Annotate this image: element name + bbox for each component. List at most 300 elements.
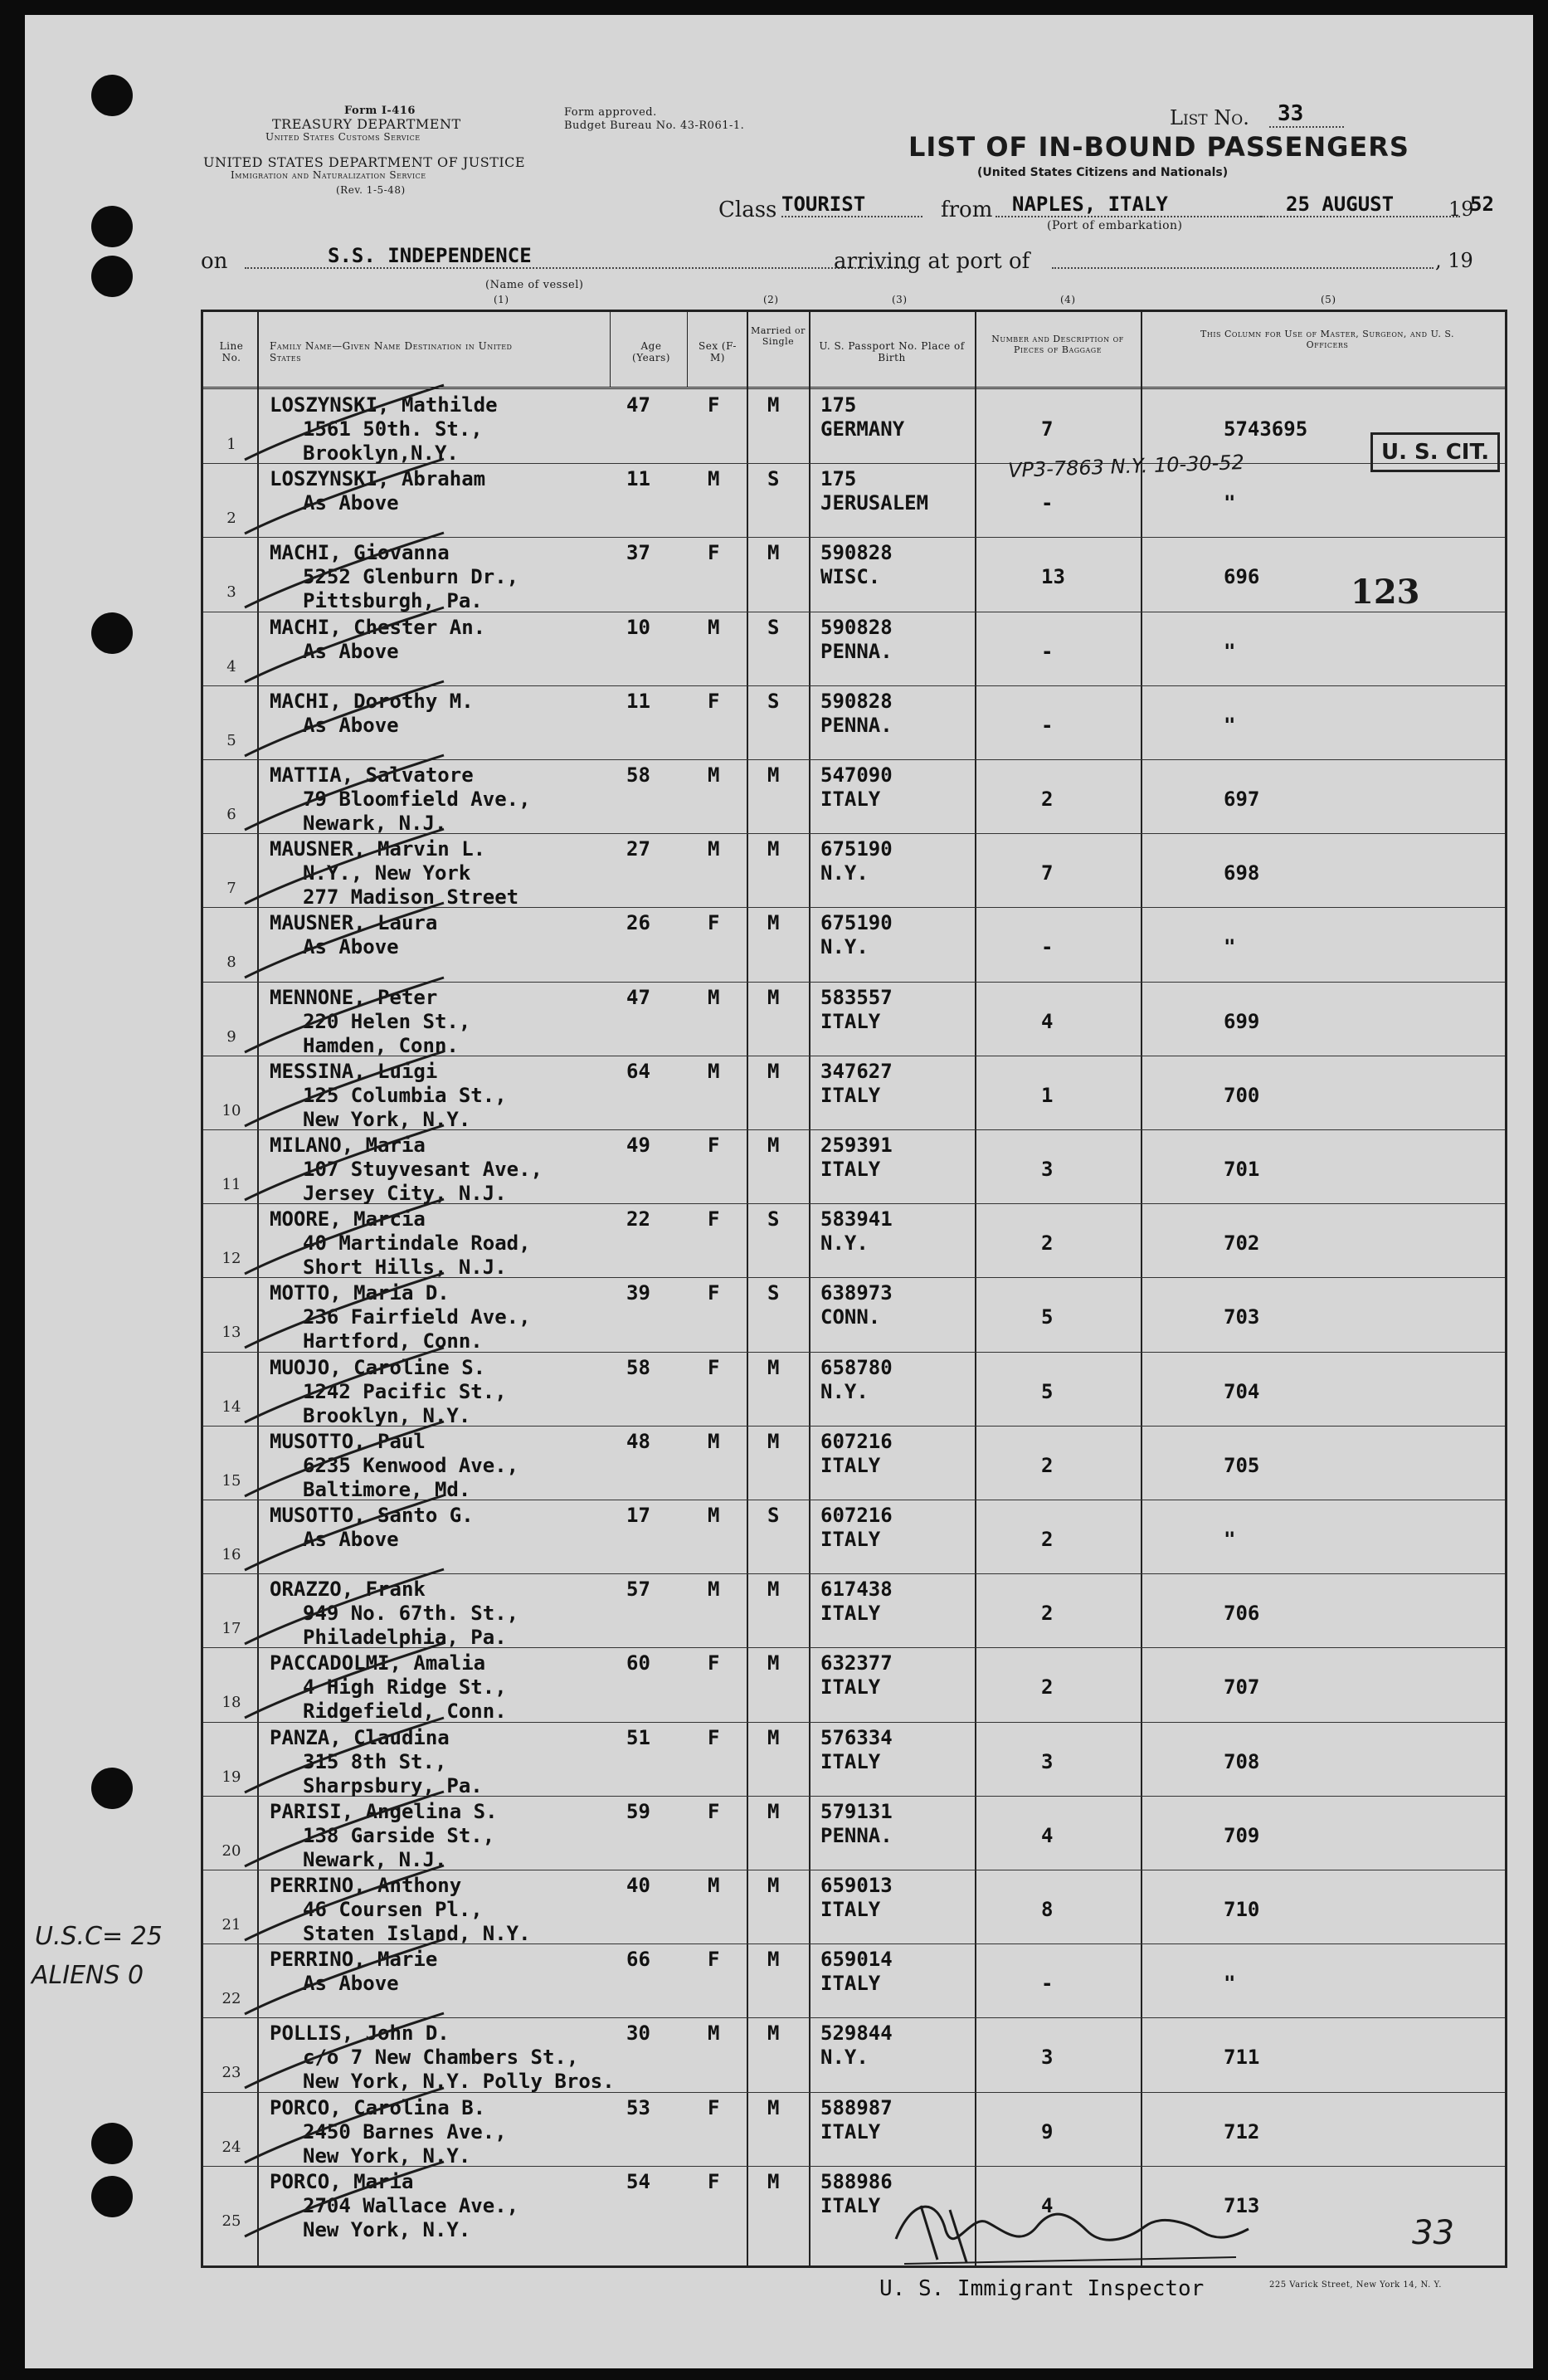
line-number: 20 [221,1841,241,1860]
passport-number: 579131 [820,1799,893,1823]
place-of-birth: ITALY [820,2119,881,2143]
table-row [203,612,1505,686]
marital-status: M [767,2169,780,2193]
passenger-city: Staten Island, N.Y. [303,1922,531,1945]
marital-status: M [767,763,780,787]
marital-status: S [767,467,780,491]
passenger-name: PACCADOLMI, Amalia [270,1651,486,1675]
age-value: 54 [626,2169,650,2193]
officer-column-value: " [1224,1528,1236,1551]
col-number-2: (2) [763,294,779,305]
punch-hole [91,1768,133,1809]
print-shop-address: 225 Varick Street, New York 14, N. Y. [1269,2280,1442,2290]
passenger-address: As Above [303,639,399,663]
passenger-address: 220 Helen St., [303,1009,471,1033]
place-of-birth: PENNA. [820,639,893,663]
baggage-count: - [1041,1972,1054,1996]
line-number: 24 [221,2138,241,2156]
baggage-count: - [1041,713,1054,737]
revision-date: (Rev. 1-5-48) [336,184,406,196]
officer-column-value: 697 [1224,788,1260,811]
line-number: 1 [226,436,236,453]
passenger-address: 79 Bloomfield Ave., [303,788,531,811]
col-number-4: (4) [1060,294,1076,305]
list-no-label: List No. [1170,106,1249,129]
line-number: 23 [221,2064,241,2082]
col-number-3: (3) [892,294,908,305]
passenger-city: Sharpsbury, Pa. [303,1773,483,1797]
place-of-birth: ITALY [820,1602,881,1626]
place-of-birth: ITALY [820,1749,881,1773]
margin-note-citizens: U.S.C= 25 [35,1922,163,1951]
place-of-birth: N.Y. [820,935,869,959]
passenger-name: PORCO, Carolina B. [270,2095,486,2119]
officer-column-value: 710 [1224,1898,1260,1921]
sex-value: F [708,2095,720,2119]
marital-status: M [767,837,780,861]
table-row [203,759,1505,834]
passenger-city: Baltimore, Md. [303,1477,471,1501]
officer-column-value: 711 [1224,2046,1260,2070]
line-number: 19 [221,1768,241,1786]
line-number: 10 [221,1101,241,1119]
table-row [203,2092,1505,2167]
sex-value: F [708,911,720,935]
passenger-address: 2704 Wallace Ave., [303,2193,519,2217]
officer-column-value: 707 [1224,1675,1260,1700]
officer-column-value: 713 [1224,2193,1260,2217]
passenger-name: MENNONE, Peter [270,985,438,1009]
passenger-city: Newark, N.J. [303,1847,447,1871]
passenger-address: 107 Stuyvesant Ave., [303,1158,543,1181]
table-row [203,2017,1505,2092]
marital-status: M [767,2022,780,2046]
line-number: 22 [221,1990,241,2008]
passenger-address: 138 Garside St., [303,1823,495,1847]
passenger-name: ORAZZO, Frank [270,1578,426,1602]
line-number: 5 [226,731,236,749]
passenger-name: MUSOTTO, Paul [270,1429,426,1453]
passport-number: 675190 [820,911,893,935]
passenger-city: Ridgefield, Conn. [303,1700,507,1724]
place-of-birth: ITALY [820,788,881,811]
passenger-address: As Above [303,491,399,515]
handwritten-visa-note: VP3-7863 N.Y. 10-30-52 [1007,451,1245,482]
officer-column-value: 706 [1224,1602,1260,1626]
line-number: 2 [226,510,236,528]
baggage-count: - [1041,491,1054,515]
officer-column-value: " [1224,1972,1236,1996]
page-subtitle: (United States Citizens and Nationals) [977,166,1229,179]
table-row [203,1573,1505,1648]
table-row [203,1500,1505,1574]
baggage-count: 9 [1041,2119,1054,2143]
line-number: 3 [226,583,236,602]
customs-service: United States Customs Service [265,131,421,143]
header-married: Married or Single [751,325,806,347]
marital-status: S [767,1504,780,1527]
passenger-name: MAUSNER, Laura [270,911,438,935]
sex-value: F [708,1948,720,1972]
marital-status: M [767,1429,780,1453]
arrival-port-blank [1052,244,1434,269]
line-number: 6 [226,806,236,823]
header-baggage: Number and Description of Pieces of Baggage [991,334,1124,355]
table-row [203,833,1505,908]
sex-value: M [708,985,720,1009]
punch-hole [91,256,133,297]
embarkation-date: 25 AUGUST [1261,193,1460,217]
passenger-name: PERRINO, Anthony [270,1874,462,1897]
table-row [203,685,1505,760]
passport-number: 347627 [820,1059,893,1083]
passport-number: 590828 [820,541,893,565]
baggage-count: 8 [1041,1898,1054,1921]
baggage-count: 2 [1041,1602,1054,1626]
age-value: 57 [626,1578,650,1602]
officer-column-value: 709 [1224,1823,1260,1847]
marital-status: S [767,689,780,713]
age-value: 48 [626,1429,650,1453]
passport-number: 658780 [820,1355,893,1379]
sex-value: M [708,1874,720,1897]
passenger-city: New York, N.Y. Polly Bros. [303,2070,615,2094]
passport-number: 529844 [820,2022,893,2046]
age-value: 66 [626,1948,650,1972]
table-row [203,1722,1505,1797]
table-row [203,1277,1505,1352]
table-row [203,389,1505,464]
line-number: 12 [221,1250,241,1268]
passenger-city: Hamden, Conn. [303,1033,459,1057]
passenger-name: MATTIA, Salvatore [270,763,474,787]
age-value: 47 [626,393,650,417]
passenger-name: PANZA, Claudina [270,1725,450,1749]
baggage-count: 4 [1041,1009,1054,1033]
passenger-address: 125 Columbia St., [303,1083,507,1107]
marital-status: M [767,1355,780,1379]
immigration-service: Immigration and Naturalization Service [231,169,426,181]
passenger-address: 6235 Kenwood Ave., [303,1453,519,1477]
passenger-address: As Above [303,1972,399,1996]
passenger-address: As Above [303,935,399,959]
table-row [203,907,1505,982]
place-of-birth: ITALY [820,1009,881,1033]
passport-number: 607216 [820,1504,893,1527]
place-of-birth: N.Y. [820,1379,869,1403]
passport-number: 638973 [820,1281,893,1305]
marital-status: M [767,1134,780,1157]
marital-status: S [767,615,780,639]
passenger-address: c/o 7 New Chambers St., [303,2046,579,2070]
baggage-count: 3 [1041,1749,1054,1773]
header-age: Age (Years) [632,340,670,363]
baggage-count: 1 [1041,1083,1054,1107]
check-mark [236,2158,469,2249]
age-value: 53 [626,2095,650,2119]
officer-column-value: 698 [1224,861,1260,885]
passenger-city: Short Hills, N.J. [303,1256,507,1280]
table-row [203,463,1505,538]
baggage-count: 2 [1041,1231,1054,1256]
passenger-address: 4 High Ridge St., [303,1675,507,1700]
passenger-city: Newark, N.J. [303,812,447,835]
marital-status: M [767,2095,780,2119]
line-number: 13 [221,1324,241,1342]
place-of-birth: PENNA. [820,1823,893,1847]
header-passport: U. S. Passport No. Place of Birth [819,340,965,363]
line-number: 16 [221,1546,241,1563]
passenger-address: N.Y., New York [303,861,471,885]
passenger-address: 2450 Barnes Ave., [303,2119,507,2143]
passenger-city: 277 Madison Street [303,885,519,910]
age-value: 22 [626,1207,650,1231]
line-number: 8 [226,953,236,972]
passenger-city: Hartford, Conn. [303,1329,483,1353]
officer-column-value: 703 [1224,1305,1260,1329]
table-row [203,1870,1505,1944]
place-of-birth: JERUSALEM [820,491,929,515]
header-line-no: Line No. [219,340,244,363]
passenger-address: 949 No. 67th. St., [303,1602,519,1626]
place-of-birth: ITALY [820,2193,881,2217]
line-number: 14 [221,1397,241,1416]
line-number: 11 [221,1176,241,1193]
marital-status: M [767,1578,780,1602]
passport-number: 547090 [820,763,893,787]
sex-value: M [708,763,720,787]
baggage-count: 5 [1041,1305,1054,1329]
passport-number: 175 [820,393,857,417]
place-of-birth: N.Y. [820,1231,869,1256]
stamped-number: 123 [1351,573,1420,612]
age-value: 11 [626,467,650,491]
place-of-birth: CONN. [820,1305,881,1329]
passenger-city: New York, N.Y. [303,1107,471,1131]
passenger-city: Jersey City, N.J. [303,1182,507,1205]
passenger-address: 236 Fairfield Ave., [303,1305,531,1329]
line-number: 9 [226,1027,236,1046]
punch-hole [91,75,133,116]
passenger-city: Pittsburgh, Pa. [303,589,483,613]
officer-column-value: " [1224,491,1236,515]
col-divider [687,312,688,387]
sex-value: F [708,1725,720,1749]
officer-column-value: 5743695 [1224,417,1308,441]
table-row [203,1426,1505,1500]
sex-value: M [708,1059,720,1083]
marital-status: M [767,1059,780,1083]
marital-status: M [767,1651,780,1675]
passport-number: 607216 [820,1429,893,1453]
line-number: 7 [226,880,236,898]
table-row [203,1352,1505,1427]
col-number-5: (5) [1321,294,1336,305]
passenger-name: MACHI, Dorothy M. [270,689,474,713]
sex-value: M [708,467,720,491]
age-value: 58 [626,1355,650,1379]
sex-value: M [708,1504,720,1527]
table-row [203,1647,1505,1722]
marital-status: S [767,1281,780,1305]
officer-column-value: 702 [1224,1231,1260,1256]
age-value: 27 [626,837,650,861]
age-value: 11 [626,689,650,713]
treasury-department: TREASURY DEPARTMENT [272,116,461,132]
passenger-address: 315 8th St., [303,1749,447,1773]
sex-value: F [708,689,720,713]
place-of-birth: ITALY [820,1675,881,1700]
inspector-signature [888,2181,1253,2272]
punch-hole [91,206,133,247]
sex-value: F [708,1651,720,1675]
officer-column-value: 699 [1224,1009,1260,1033]
baggage-count: - [1041,639,1054,663]
place-of-birth: ITALY [820,1158,881,1181]
passenger-name: LOSZYNSKI, Mathilde [270,393,498,417]
place-of-birth: ITALY [820,1083,881,1107]
sex-value: F [708,1134,720,1157]
passenger-address: 46 Coursen Pl., [303,1898,483,1921]
sex-value: F [708,1355,720,1379]
year-prefix: 19 [1448,198,1474,221]
passport-number: 632377 [820,1651,893,1675]
table-row [203,982,1505,1056]
age-value: 49 [626,1134,650,1157]
passport-number: 583557 [820,985,893,1009]
place-of-birth: ITALY [820,1898,881,1921]
age-value: 17 [626,1504,650,1527]
passenger-address: As Above [303,713,399,737]
age-value: 40 [626,1874,650,1897]
baggage-count: 2 [1041,1528,1054,1551]
passenger-address: 40 Martindale Road, [303,1231,531,1256]
passenger-city: Brooklyn, N.Y. [303,1403,471,1427]
officer-column-value: 712 [1224,2119,1260,2143]
passenger-address: As Above [303,1528,399,1551]
line-number: 15 [221,1471,241,1490]
place-of-birth: N.Y. [820,861,869,885]
officer-column-value: 708 [1224,1749,1260,1773]
table-row [203,1203,1505,1278]
officer-column-value: 696 [1224,565,1260,589]
age-value: 37 [626,541,650,565]
officer-column-value: " [1224,935,1236,959]
table-row [203,1056,1505,1130]
baggage-count: 4 [1041,1823,1054,1847]
officer-column-value: 701 [1224,1158,1260,1181]
table-row [203,1796,1505,1870]
passenger-address: 5252 Glenburn Dr., [303,565,519,589]
passenger-name: MOORE, Marcia [270,1207,426,1231]
justice-department: UNITED STATES DEPARTMENT OF JUSTICE [203,154,526,170]
officer-column-value: 700 [1224,1083,1260,1107]
sex-value: M [708,1578,720,1602]
table-row [203,1129,1505,1204]
marital-status: M [767,1874,780,1897]
marital-status: M [767,393,780,417]
place-of-birth: PENNA. [820,713,893,737]
class-value: TOURIST [781,193,922,217]
punch-hole [91,612,133,654]
passport-number: 590828 [820,689,893,713]
margin-note-aliens: ALIENS 0 [32,1961,144,1990]
line-number: 18 [221,1694,241,1712]
passenger-table [201,310,1507,2268]
col-divider [610,312,611,387]
passenger-name: MILANO, Maria [270,1134,426,1157]
baggage-count: 2 [1041,1675,1054,1700]
table-row [203,537,1505,612]
arrival-year: , 19 [1435,249,1473,272]
passenger-name: PERRINO, Marie [270,1948,438,1972]
form-approved: Form approved. [564,106,657,119]
line-number: 17 [221,1620,241,1638]
place-of-birth: ITALY [820,1528,881,1551]
sex-value: F [708,1281,720,1305]
sex-value: F [708,2169,720,2193]
passenger-name: POLLIS, John D. [270,2022,450,2046]
officer-column-value: 705 [1224,1453,1260,1477]
passport-number: 175 [820,467,857,491]
place-of-birth: N.Y. [820,2046,869,2070]
inspector-caption: U. S. Immigrant Inspector [879,2276,1205,2301]
passenger-manifest-sheet [25,15,1533,2368]
punch-hole [91,2123,133,2164]
line-number: 21 [221,1916,241,1934]
form-number: Form I-416 [344,105,416,117]
on-label: on [201,249,228,274]
vessel-name: S.S. INDEPENDENCE [245,244,908,269]
passport-number: 590828 [820,615,893,639]
col-number-1: (1) [494,294,509,305]
arriving-label: arriving at port of [834,249,1030,274]
age-value: 64 [626,1059,650,1083]
sex-value: F [708,1799,720,1823]
officer-column-value: " [1224,713,1236,737]
class-label: Class [718,198,777,222]
passenger-name: LOSZYNSKI, Abraham [270,467,486,491]
age-value: 58 [626,763,650,787]
baggage-count: 2 [1041,1453,1054,1477]
sex-value: M [708,2022,720,2046]
passport-number: 659013 [820,1874,893,1897]
age-value: 26 [626,911,650,935]
vessel-caption: (Name of vessel) [485,279,584,291]
age-value: 10 [626,615,650,639]
sex-value: M [708,615,720,639]
budget-bureau: Budget Bureau No. 43-R061-1. [564,119,745,132]
passport-number: 588987 [820,2095,893,2119]
passenger-city: Brooklyn,N.Y. [303,441,459,465]
age-value: 60 [626,1651,650,1675]
header-name: Family Name—Given Name Destination in United States [270,340,513,363]
baggage-count: 4 [1041,2193,1054,2217]
header-officers: This Column for Use of Master, Surgeon, and U. S. Officers [1200,329,1454,350]
passenger-city: New York, N.Y. [303,2217,471,2241]
page-corner-number: 33 [1412,2214,1454,2252]
embarkation-port: NAPLES, ITALY [995,193,1261,217]
baggage-count: - [1041,935,1054,959]
baggage-count: 13 [1041,565,1065,589]
marital-status: S [767,1207,780,1231]
year-suffix: 52 [1470,193,1494,216]
passport-number: 259391 [820,1134,893,1157]
line-number: 25 [221,2212,241,2230]
sex-value: F [708,1207,720,1231]
passenger-name: MOTTO, Maria D. [270,1281,450,1305]
sex-value: M [708,1429,720,1453]
